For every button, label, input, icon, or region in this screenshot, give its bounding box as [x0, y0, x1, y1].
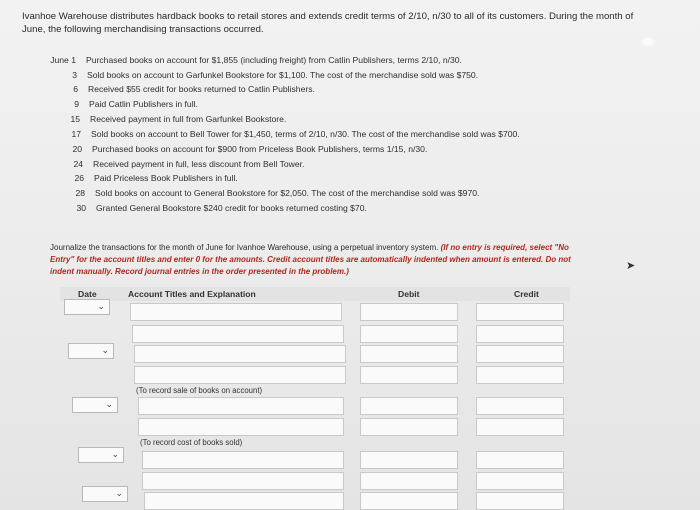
- transaction-row: [76, 203, 367, 213]
- transaction-text: Paid Catlin Publishers in full.: [89, 99, 198, 109]
- account-input-2[interactable]: [132, 325, 344, 343]
- date-select-3[interactable]: [72, 397, 118, 413]
- transaction-text: Received payment in full from Garfunkel Bookstore.: [90, 114, 287, 124]
- chevron-down-icon: ⌄: [111, 449, 119, 459]
- credit-input-8[interactable]: [476, 472, 564, 490]
- transaction-date: 17: [71, 129, 81, 139]
- date-select-2[interactable]: [68, 343, 114, 359]
- mouse-pointer-icon: ➤: [626, 260, 636, 272]
- header-date: Date: [78, 289, 97, 299]
- transaction-text: Granted General Bookstore $240 credit for books returned costing $70.: [96, 203, 367, 213]
- transaction-text: Paid Priceless Book Publishers in full.: [94, 173, 238, 183]
- account-input-3[interactable]: [134, 345, 346, 363]
- transaction-date: 15: [70, 114, 80, 124]
- transaction-text: Received $55 credit for books returned to Catlin Publishers.: [88, 84, 315, 94]
- debit-input-9[interactable]: [360, 492, 458, 510]
- header-account: Account Titles and Explanation: [128, 289, 256, 299]
- account-input-9[interactable]: [144, 492, 344, 510]
- instructions: [50, 242, 590, 278]
- date-select-1[interactable]: [64, 299, 110, 315]
- transaction-row: [72, 144, 428, 154]
- transaction-date: 6: [73, 84, 78, 94]
- credit-input-3[interactable]: [476, 345, 564, 363]
- account-input-7[interactable]: [142, 451, 344, 469]
- transaction-date: 26: [74, 173, 84, 183]
- problem-intro: Ivanhoe Warehouse distributes hardback books to retail stores and extends credit terms of 2/10, n/30 to all of its customers. During the month of June, the following merchandising transactions occurred.: [22, 11, 634, 35]
- transaction-row: [72, 70, 479, 80]
- date-select-5[interactable]: [82, 486, 128, 502]
- transaction-row: [73, 159, 305, 169]
- chevron-down-icon: ⌄: [115, 488, 123, 498]
- transaction-text: Sold books on account to Bell Tower for $1,450, terms of 2/10, n/30. The cost of the merchandise sold was $700.: [91, 129, 520, 139]
- debit-input-4[interactable]: [360, 366, 458, 384]
- credit-input-6[interactable]: [476, 418, 564, 436]
- account-input-5[interactable]: [138, 397, 344, 415]
- transaction-date: 24: [73, 159, 83, 169]
- cost-explanation: (To record cost of books sold): [140, 438, 243, 447]
- chevron-down-icon: ⌄: [101, 345, 109, 355]
- transaction-date: 20: [72, 144, 82, 154]
- transaction-date: 30: [76, 203, 86, 213]
- credit-input-7[interactable]: [476, 451, 564, 469]
- account-input-1[interactable]: [130, 303, 342, 321]
- debit-input-3[interactable]: [360, 345, 458, 363]
- transaction-row: [70, 114, 287, 124]
- transaction-date: 3: [72, 70, 77, 80]
- transaction-date: 28: [75, 188, 85, 198]
- debit-input-7[interactable]: [360, 451, 458, 469]
- header-debit: Debit: [398, 289, 420, 299]
- transaction-text: Purchased books on account for $1,855 (including freight) from Catlin Publishers, terms 2/10, n/30.: [86, 55, 462, 65]
- journal-header: [60, 287, 570, 301]
- transaction-text: Purchased books on account for $900 from Priceless Book Publishers, terms 1/15, n/30.: [92, 144, 428, 154]
- date-select-4[interactable]: [78, 447, 124, 463]
- transaction-text: Sold books on account to General Bookstore for $2,050. The cost of the merchandise sold was $970.: [95, 188, 480, 198]
- debit-input-1[interactable]: [360, 303, 458, 321]
- account-input-6[interactable]: [138, 418, 344, 436]
- transaction-row: [73, 84, 315, 94]
- transaction-row: [74, 173, 238, 183]
- credit-input-5[interactable]: [476, 397, 564, 415]
- debit-input-6[interactable]: [360, 418, 458, 436]
- instructions-note: (If no entry is required, select "No Entry" for the account titles and enter 0 for the amounts. Credit account titles are automatically indented when amount is entered. Do not indent manually. Record journal entries in the order presented in the problem.): [50, 243, 571, 276]
- transaction-row: [75, 188, 480, 198]
- transaction-date: June 1: [50, 55, 76, 65]
- sale-explanation: (To record sale of books on account): [136, 386, 263, 395]
- transaction-row: [74, 99, 198, 109]
- credit-input-1[interactable]: [476, 303, 564, 321]
- chevron-down-icon: ⌄: [97, 301, 105, 311]
- header-credit: Credit: [514, 289, 539, 299]
- chevron-down-icon: ⌄: [105, 399, 113, 409]
- glare-highlight: [641, 37, 655, 47]
- credit-input-2[interactable]: [476, 325, 564, 343]
- debit-input-8[interactable]: [360, 472, 458, 490]
- transaction-row: [50, 55, 462, 65]
- debit-input-5[interactable]: [360, 397, 458, 415]
- account-input-8[interactable]: [142, 472, 344, 490]
- transaction-row: [71, 129, 520, 139]
- instructions-main: Journalize the transactions for the month of June for Ivanhoe Warehouse, using a perpetual inventory system.: [50, 243, 439, 252]
- account-input-4[interactable]: [134, 366, 346, 384]
- credit-input-9[interactable]: [476, 492, 564, 510]
- transaction-text: Received payment in full, less discount from Bell Tower.: [93, 159, 305, 169]
- credit-input-4[interactable]: [476, 366, 564, 384]
- transaction-date: 9: [74, 99, 79, 109]
- transaction-text: Sold books on account to Garfunkel Bookstore for $1,100. The cost of the merchandise sold was $750.: [87, 70, 479, 80]
- debit-input-2[interactable]: [360, 325, 458, 343]
